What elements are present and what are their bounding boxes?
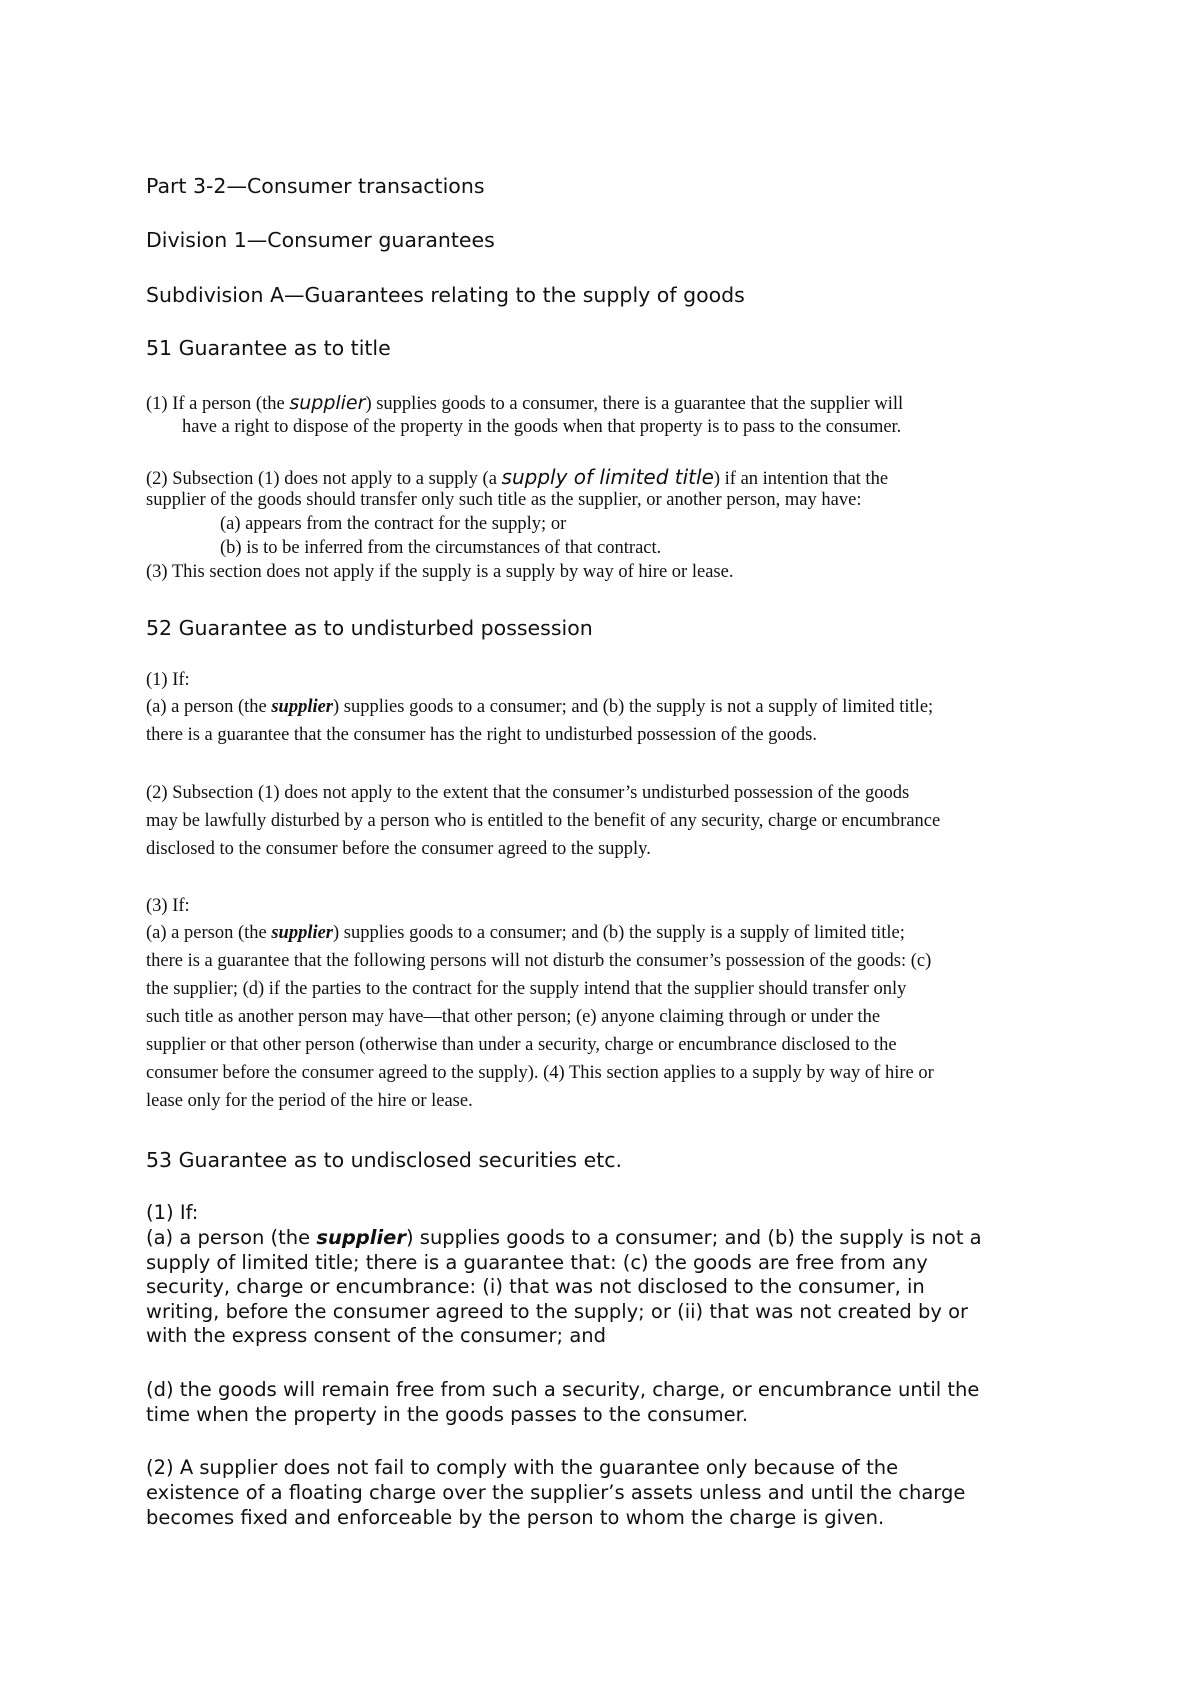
s52-para-3-head: (3) If:: [146, 896, 190, 916]
s52-para-1-line-2: there is a guarantee that the consumer has the right to undisturbed possession of the goods.: [146, 725, 817, 745]
section-51-heading: 51 Guarantee as to title: [146, 336, 391, 360]
s51-para-2-line-1: [146, 465, 888, 490]
s53-p1-text-a: (a) a person (the: [146, 1226, 317, 1249]
s53-para-1-line-2: supply of limited title; there is a guarantee that: (c) the goods are free from any: [146, 1251, 928, 1274]
s53-p1-text-b: ) supplies goods to a consumer; and (b) the supply is not a: [405, 1226, 982, 1249]
s53-para-1-line-5: with the express consent of the consumer; and: [146, 1324, 607, 1347]
s53-para-2-line-1: (2) A supplier does not fail to comply with the guarantee only because of the: [146, 1456, 899, 1479]
s51-p2-text-a: (2) Subsection (1) does not apply to a supply (a: [146, 469, 502, 489]
defined-term-supply-of-limited-title: supply of limited title: [501, 465, 714, 489]
s51-p1-text-b: ) supplies goods to a consumer, there is a guarantee that the supplier will: [365, 394, 904, 414]
s51-para-2-item-b: (b) is to be inferred from the circumstances of that contract.: [220, 538, 662, 558]
s52-para-3-line-6: consumer before the consumer agreed to the supply). (4) This section applies to a supply by way of hire or: [146, 1063, 934, 1083]
s52-para-3-line-4: such title as another person may have—that other person; (e) anyone claiming through or under the: [146, 1007, 881, 1027]
section-53-heading: 53 Guarantee as to undisclosed securities etc.: [146, 1148, 623, 1172]
s52-para-3-line-2: there is a guarantee that the following persons will not disturb the consumer’s possession of the goods: (c): [146, 951, 932, 971]
s51-para-3: (3) This section does not apply if the supply is a supply by way of hire or lease.: [146, 562, 734, 582]
defined-term-supplier: supplier: [289, 392, 366, 414]
s52-para-3-line-1: [146, 923, 905, 944]
s52-p3-text-a: (a) a person (the: [146, 923, 272, 943]
defined-term-supplier: supplier: [316, 1226, 406, 1249]
section-52-heading: 52 Guarantee as to undisturbed possession: [146, 616, 593, 640]
s52-para-2-line-2: may be lawfully disturbed by a person who is entitled to the benefit of any security, charge or encumbrance: [146, 811, 941, 831]
s51-para-2-line-2: supplier of the goods should transfer only such title as the supplier, or another person, may have:: [146, 490, 862, 510]
s52-para-2-line-1: (2) Subsection (1) does not apply to the extent that the consumer’s undisturbed possession of the goods: [146, 783, 910, 803]
s52-para-3-line-5: supplier or that other person (otherwise than under a security, charge or encumbrance disclosed to the: [146, 1035, 897, 1055]
s53-para-1-item-d-line-1: (d) the goods will remain free from such a security, charge, or encumbrance until the: [146, 1378, 980, 1401]
s52-para-1-line-1: [146, 697, 933, 718]
s52-para-3-line-7: lease only for the period of the hire or lease.: [146, 1091, 473, 1111]
part-heading: Part 3-2—Consumer transactions: [146, 174, 485, 198]
s51-p2-text-b: ) if an intention that the: [713, 469, 889, 489]
defined-term-supplier: supplier: [271, 697, 334, 717]
division-heading: Division 1—Consumer guarantees: [146, 228, 495, 252]
s53-para-2-line-3: becomes fixed and enforceable by the person to whom the charge is given.: [146, 1506, 885, 1529]
s52-p1-text-a: (a) a person (the: [146, 697, 272, 717]
defined-term-supplier: supplier: [271, 923, 334, 943]
s52-p1-text-b: ) supplies goods to a consumer; and (b) the supply is not a supply of limited title;: [333, 697, 934, 717]
s53-para-2-line-2: existence of a floating charge over the supplier’s assets unless and until the charge: [146, 1481, 966, 1504]
s52-para-2-line-3: disclosed to the consumer before the consumer agreed to the supply.: [146, 839, 651, 859]
s53-para-1-line-4: writing, before the consumer agreed to the supply; or (ii) that was not created by or: [146, 1300, 969, 1323]
s52-p3-text-b: ) supplies goods to a consumer; and (b) the supply is a supply of limited title;: [333, 923, 905, 943]
s51-para-1-line-1: [146, 392, 903, 415]
subdivision-heading: Subdivision A—Guarantees relating to the supply of goods: [146, 283, 745, 307]
s51-para-1-line-2: have a right to dispose of the property in the goods when that property is to pass to the consumer.: [182, 417, 902, 437]
s53-para-1-head: (1) If:: [146, 1201, 199, 1224]
s53-para-1-line-1: [146, 1226, 982, 1249]
s52-para-1-head: (1) If:: [146, 670, 190, 690]
s53-para-1-line-3: security, charge or encumbrance: (i) that was not disclosed to the consumer, in: [146, 1275, 925, 1298]
s53-para-1-item-d-line-2: time when the property in the goods passes to the consumer.: [146, 1403, 749, 1426]
s51-p1-text-a: (1) If a person (the: [146, 394, 290, 414]
s51-para-2-item-a: (a) appears from the contract for the supply; or: [220, 514, 567, 534]
s52-para-3-line-3: the supplier; (d) if the parties to the contract for the supply intend that the supplier should transfer only: [146, 979, 907, 999]
